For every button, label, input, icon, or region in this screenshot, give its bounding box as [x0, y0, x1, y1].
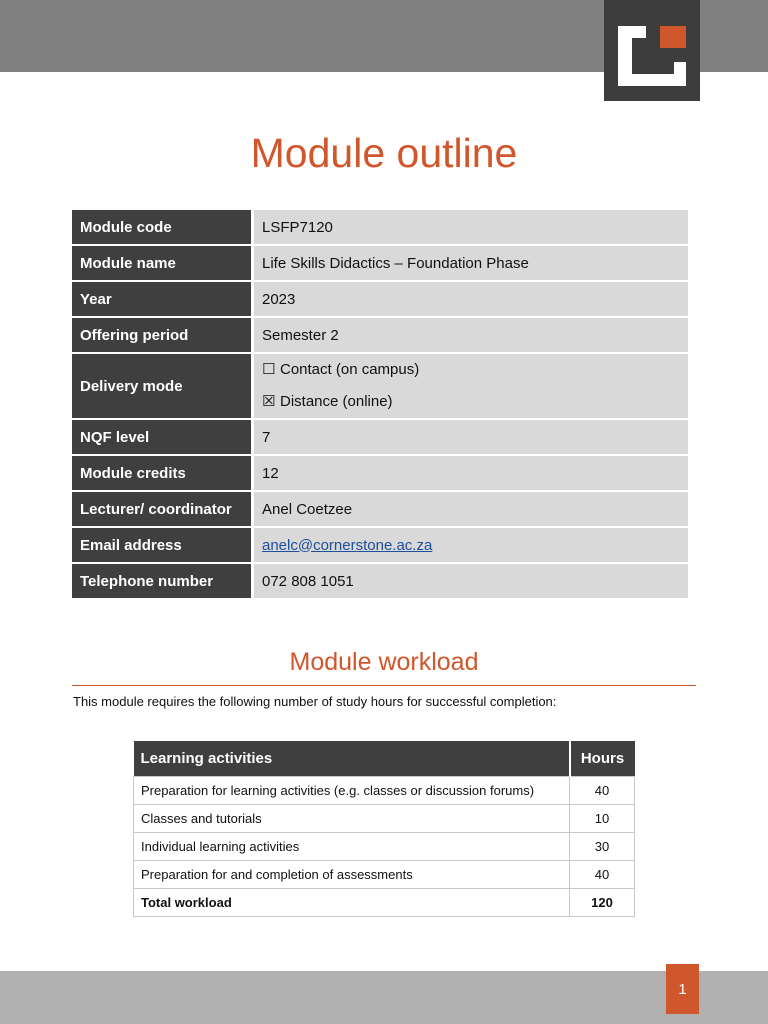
hours-cell: 120 — [570, 889, 635, 917]
delivery-option-contact[interactable] — [262, 354, 680, 386]
outline-row-delivery-mode — [72, 354, 688, 418]
table-row — [134, 777, 635, 805]
outline-label: Year — [72, 282, 254, 316]
outline-value: 072 808 1051 — [254, 564, 688, 598]
activity-cell: Individual learning activities — [134, 833, 570, 861]
activity-cell: Total workload — [134, 889, 570, 917]
outline-row-module-code — [72, 210, 688, 244]
outline-value: 2023 — [254, 282, 688, 316]
table-row — [134, 861, 635, 889]
outline-row-offering-period — [72, 318, 688, 352]
cornerstone-logo-icon — [604, 0, 700, 101]
delivery-option-label: Distance (online) — [280, 393, 393, 410]
outline-label: Module credits — [72, 456, 254, 490]
table-row — [134, 833, 635, 861]
hours-cell: 40 — [570, 777, 635, 805]
total-row — [134, 889, 635, 917]
page-title: Module outline — [250, 130, 518, 176]
checked-box-icon[interactable]: ☒ — [262, 393, 276, 410]
module-outline-table — [72, 208, 688, 600]
workload-heading: Module workload — [289, 648, 479, 676]
workload-table — [133, 741, 635, 917]
outline-row-email — [72, 528, 688, 562]
outline-label: Email address — [72, 528, 254, 562]
column-header-activities: Learning activities — [134, 741, 570, 777]
outline-row-module-credits — [72, 456, 688, 490]
outline-label: Telephone number — [72, 564, 254, 598]
column-header-hours: Hours — [570, 741, 635, 777]
outline-value: 12 — [254, 456, 688, 490]
outline-row-lecturer — [72, 492, 688, 526]
hours-cell: 30 — [570, 833, 635, 861]
outline-value: Life Skills Didactics – Foundation Phase — [254, 246, 688, 280]
activity-cell: Preparation for and completion of assessments — [134, 861, 570, 889]
outline-value — [254, 528, 688, 562]
outline-value — [254, 354, 688, 418]
activity-cell: Classes and tutorials — [134, 805, 570, 833]
workload-intro: This module requires the following number of study hours for successful completion: — [73, 694, 557, 709]
table-row — [134, 805, 635, 833]
outline-row-module-name — [72, 246, 688, 280]
outline-row-nqf-level — [72, 420, 688, 454]
unchecked-box-icon[interactable]: ☐ — [262, 361, 276, 378]
outline-label: Offering period — [72, 318, 254, 352]
hours-cell: 40 — [570, 861, 635, 889]
outline-label: Module name — [72, 246, 254, 280]
hours-cell: 10 — [570, 805, 635, 833]
activity-cell: Preparation for learning activities (e.g. classes or discussion forums) — [134, 777, 570, 805]
delivery-option-label: Contact (on campus) — [280, 361, 420, 378]
outline-row-year — [72, 282, 688, 316]
outline-row-telephone — [72, 564, 688, 598]
outline-value: Semester 2 — [254, 318, 688, 352]
delivery-option-distance[interactable] — [262, 386, 680, 418]
outline-label: Delivery mode — [72, 354, 254, 418]
footer-band — [0, 971, 768, 1024]
page-number: 1 — [666, 964, 699, 1014]
outline-label: Module code — [72, 210, 254, 244]
outline-label: Lecturer/ coordinator — [72, 492, 254, 526]
email-link[interactable]: anelc@cornerstone.ac.za — [262, 536, 433, 554]
outline-value: 7 — [254, 420, 688, 454]
outline-value: Anel Coetzee — [254, 492, 688, 526]
heading-divider — [72, 685, 696, 686]
outline-label: NQF level — [72, 420, 254, 454]
workload-header-row — [134, 741, 635, 777]
outline-value: LSFP7120 — [254, 210, 688, 244]
